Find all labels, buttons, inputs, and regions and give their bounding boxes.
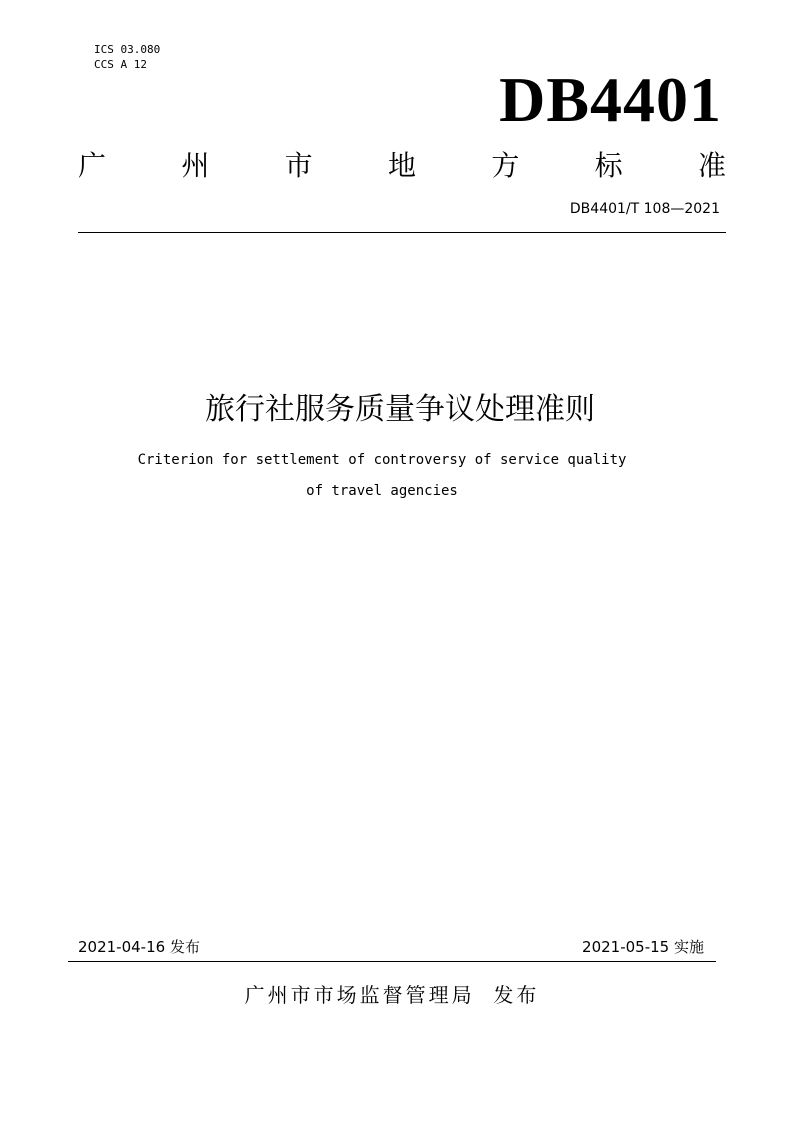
standard-type-char: 市 [284,149,313,182]
standard-type-char: 方 [491,149,520,182]
ccs-code: CCS A 12 [94,58,147,71]
implementation-date: 2021-05-15 实施 [582,938,704,956]
issue-date: 2021-04-16 发布 [78,938,200,956]
ics-code: ICS 03.080 [94,43,161,56]
issuing-authority: 广州市市场监督管理局 发布 [244,983,540,1007]
standard-code-heading: DB4401 [499,64,722,135]
document-title-en-line2: of travel agencies [306,483,458,499]
standard-type-char: 州 [181,149,210,182]
document-title-cn: 旅行社服务质量争议处理准则 [205,392,595,427]
classification-codes [94,42,160,72]
standard-number: DB4401/T 108—2021 [569,201,720,217]
standard-type-char: 标 [594,149,623,182]
footer-divider [68,961,716,962]
standard-type-char: 准 [697,149,726,182]
standard-type-heading [78,146,726,186]
standard-type-char: 广 [78,149,107,182]
document-title-en-line1: Criterion for settlement of controversy of service quality [137,452,627,468]
standard-type-char: 地 [387,149,416,182]
header-divider [78,232,726,233]
